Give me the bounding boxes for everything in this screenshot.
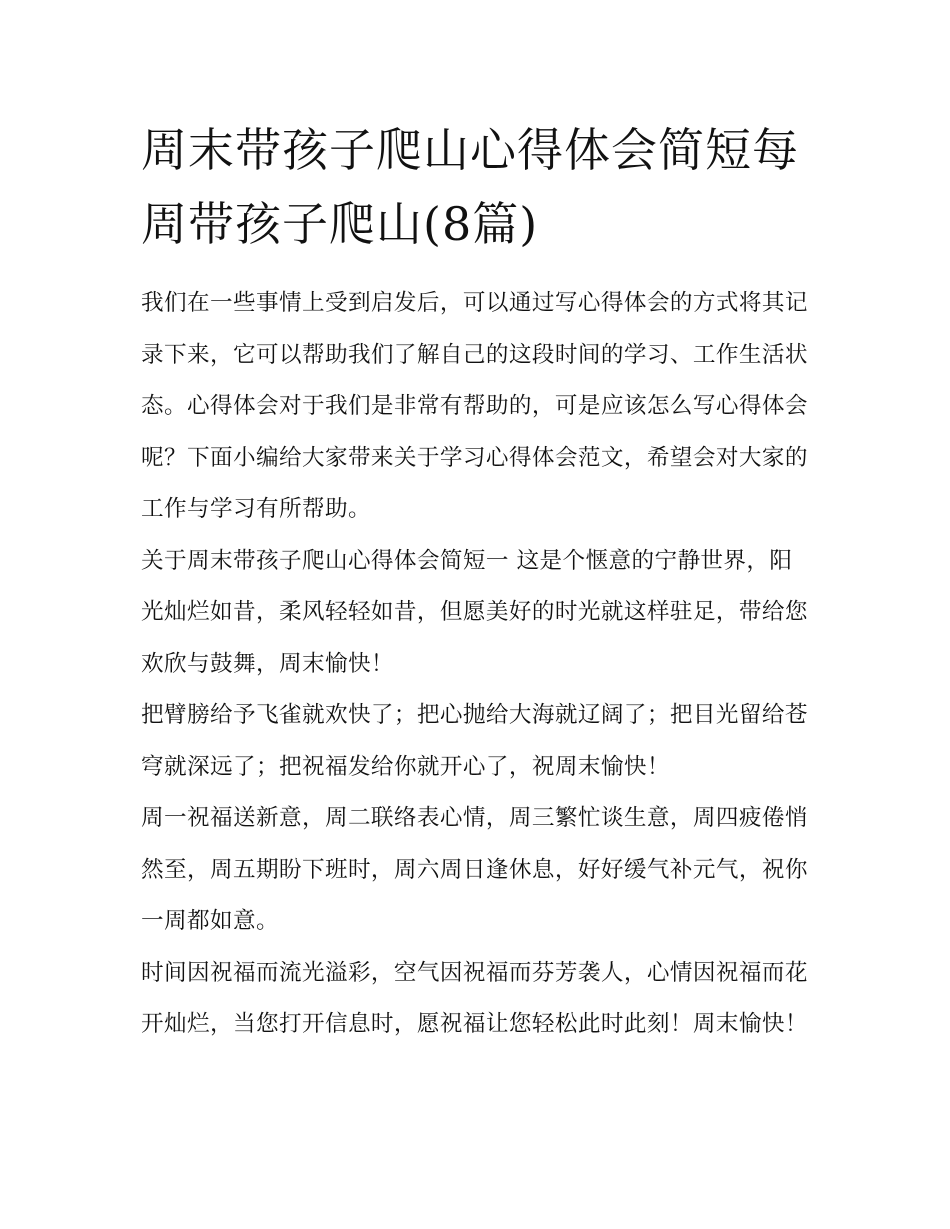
document-page xyxy=(141,113,813,1051)
paragraph-intro: 我们在一些事情上受到启发后，可以通过写心得体会的方式将其记录下来，它可以帮助我们了解自己的这段时间的学习、工作生活状态。心得体会对于我们是非常有帮助的，可是应该怎么写心得体会呢？下面小编给大家带来关于学习心得体会范文，希望会对大家的工作与学习有所帮助。 xyxy=(141,290,808,522)
paragraph-4: 时间因祝福而流光溢彩，空气因祝福而芬芳袭人，心情因祝福而花开灿烂，当您打开信息时，愿祝福让您轻松此时此刻！周末愉快！ xyxy=(141,959,808,1037)
document-title: 周末带孩子爬山心得体会简短每周带孩子爬山(8篇) xyxy=(141,123,799,251)
paragraph-1: 关于周末带孩子爬山心得体会简短一 这是个惬意的宁静世界，阳光灿烂如昔，柔风轻轻如昔，但愿美好的时光就这样驻足，带给您欢欣与鼓舞，周末愉快！ xyxy=(141,547,808,677)
paragraph-3: 周一祝福送新意，周二联络表心情，周三繁忙谈生意，周四疲倦悄然至，周五期盼下班时，周六周日逢休息，好好缓气补元气，祝你一周都如意。 xyxy=(141,805,808,934)
paragraph-2: 把臂膀给予飞雀就欢快了；把心抛给大海就辽阔了；把目光留给苍穹就深远了；把祝福发给你就开心了，祝周末愉快！ xyxy=(141,702,808,780)
